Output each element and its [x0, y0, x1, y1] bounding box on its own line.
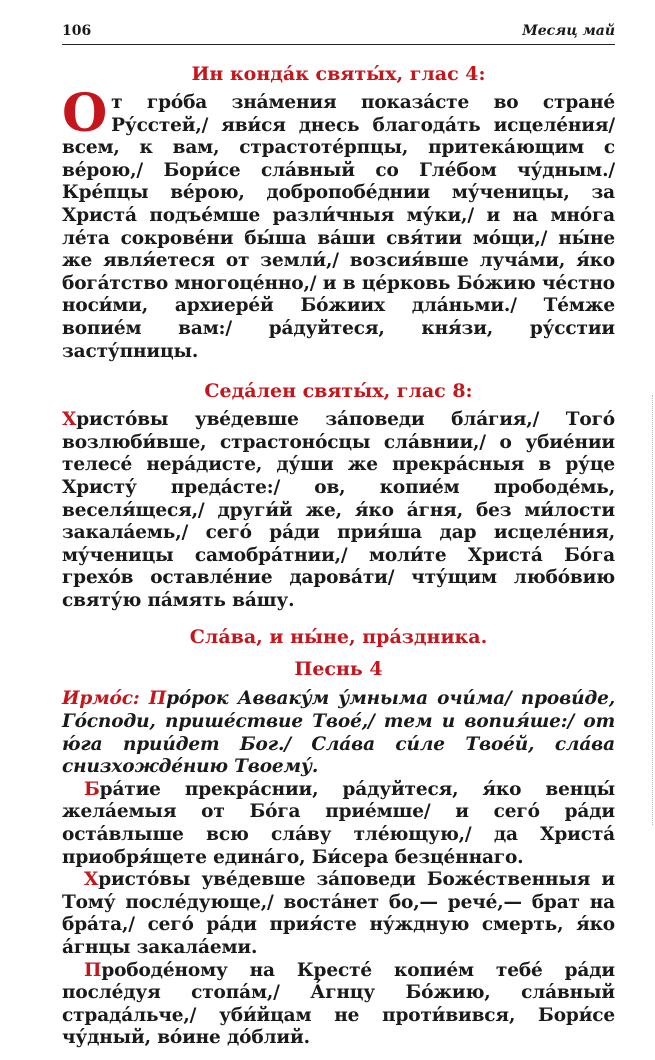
kondak-text — [62, 83, 615, 363]
troparion-2-initial: Х — [84, 869, 99, 891]
page-content — [62, 62, 615, 1050]
troparion-2-body: ристо́вы уве́девше за́поведи Боже́ственныя и Тому́ после́дующе,/ воста́нет бо,— рече́,— брат на бра́та,/ сего́ ра́ди прия́сте ну́ждную смерть, я́ко а́гнцы закала́еми. — [62, 869, 615, 958]
running-title: Месяц май — [522, 23, 615, 39]
slava-heading: Сла́ва, и ны́не, пра́здника. — [189, 626, 488, 649]
kondak-dropcap: О — [62, 83, 108, 144]
troparion-3-body: рободе́ному на Кресте́ копие́м тебе́ ра́ди после́дуя стопа́м,/ А́гнцу Бо́жию, сла́вный страда́льче,/ уби́йцам не проти́вився, Бори́се чу́дный, во́ине до́блий. — [62, 959, 615, 1049]
page-edge-dots — [650, 395, 653, 825]
page-number: 106 — [62, 23, 92, 39]
irmos-body: ро́рок Авваку́м у́мныма очи́ма/ прови́де, Го́споди, прише́ствие Твое́,/ тем и вопия́ше:/ от ю́га прии́дет Бог./ Сла́ва си́ле Твое́й, сла́ва снизхожде́нию Твоему́. — [62, 688, 616, 778]
troparion-1-body: ра́тие прекра́снии, ра́дуйтеся, я́ко венцы́ жела́емыя от Бо́га прие́мше/ и сего́ ра́ди оста́влыше всю сла́ву тле́ющую,/ да Христа́ приобря́щете едина́го, Би́сера безце́ннаго. — [62, 778, 615, 868]
troparion-1 — [62, 779, 615, 869]
kondak-body: т гро́ба зна́мения показа́сте во стране́ Ру́сстей,/ яви́ся днесь благода́ть исцеле́ния/ всем, к вам, страстоте́рпцы, притека́ющим с ве́рою,/ Бори́се сла́вный со Гле́бом чу́дным./ Кре́пцы ве́рою, добропобе́днии му́ченицы, за Христа́ подъе́мше разли́чныя му́ки,/ и на мно́га ле́та сокрове́ни бы́ша ва́ши свя́тии мо́щи,/ ны́не же явля́етеся от земли́,/ возсия́вше луча́ми, я́ко бога́тство многоце́нно,/ и в це́рковь Бо́жию че́стно носи́ми, архиере́й Бо́жиих дла́ньми./ Те́мже вопие́м вам:/ ра́дуйтеся, кня́зи, ру́сстии засту́пницы. — [62, 92, 615, 362]
sedalen-body: ристо́вы уве́девше за́поведи бла́гия,/ Того́ возлюби́вше, страстоно́сцы сла́внии,/ о убие́нии телесе́ нера́дисте, ду́ши же прекра́сныя в ру́це Христу́ преда́сте:/ ов, копие́м прободе́мь, веселя́щеся,/ други́й же, я́ко а́гня, без ми́лости закала́емь,/ сего́ ра́ди прия́ша дар исцеле́ния, му́ченицы самобра́тнии,/ моли́те Христа́ Бо́га грехо́в оставле́ние дарова́ти/ чту́щим любо́вию святу́ю па́мять ва́шу. — [62, 409, 615, 611]
troparion-1-initial: Б — [84, 778, 100, 800]
page-header — [62, 22, 615, 45]
sedalen-text — [62, 409, 615, 612]
irmos-label: Ирмо́с: — [62, 688, 149, 710]
sedalen-heading: Седа́лен святы́х, глас 8: — [204, 380, 473, 403]
pesn-heading: Песнь 4 — [294, 658, 383, 681]
irmos-text — [62, 688, 615, 778]
troparion-3 — [62, 960, 615, 1050]
sedalen-initial: Х — [62, 409, 77, 431]
irmos-initial: П — [148, 688, 167, 710]
kondak-heading: Ин конда́к святы́х, глас 4: — [191, 63, 486, 85]
troparion-2 — [62, 869, 615, 959]
troparion-3-initial: П — [84, 959, 102, 981]
